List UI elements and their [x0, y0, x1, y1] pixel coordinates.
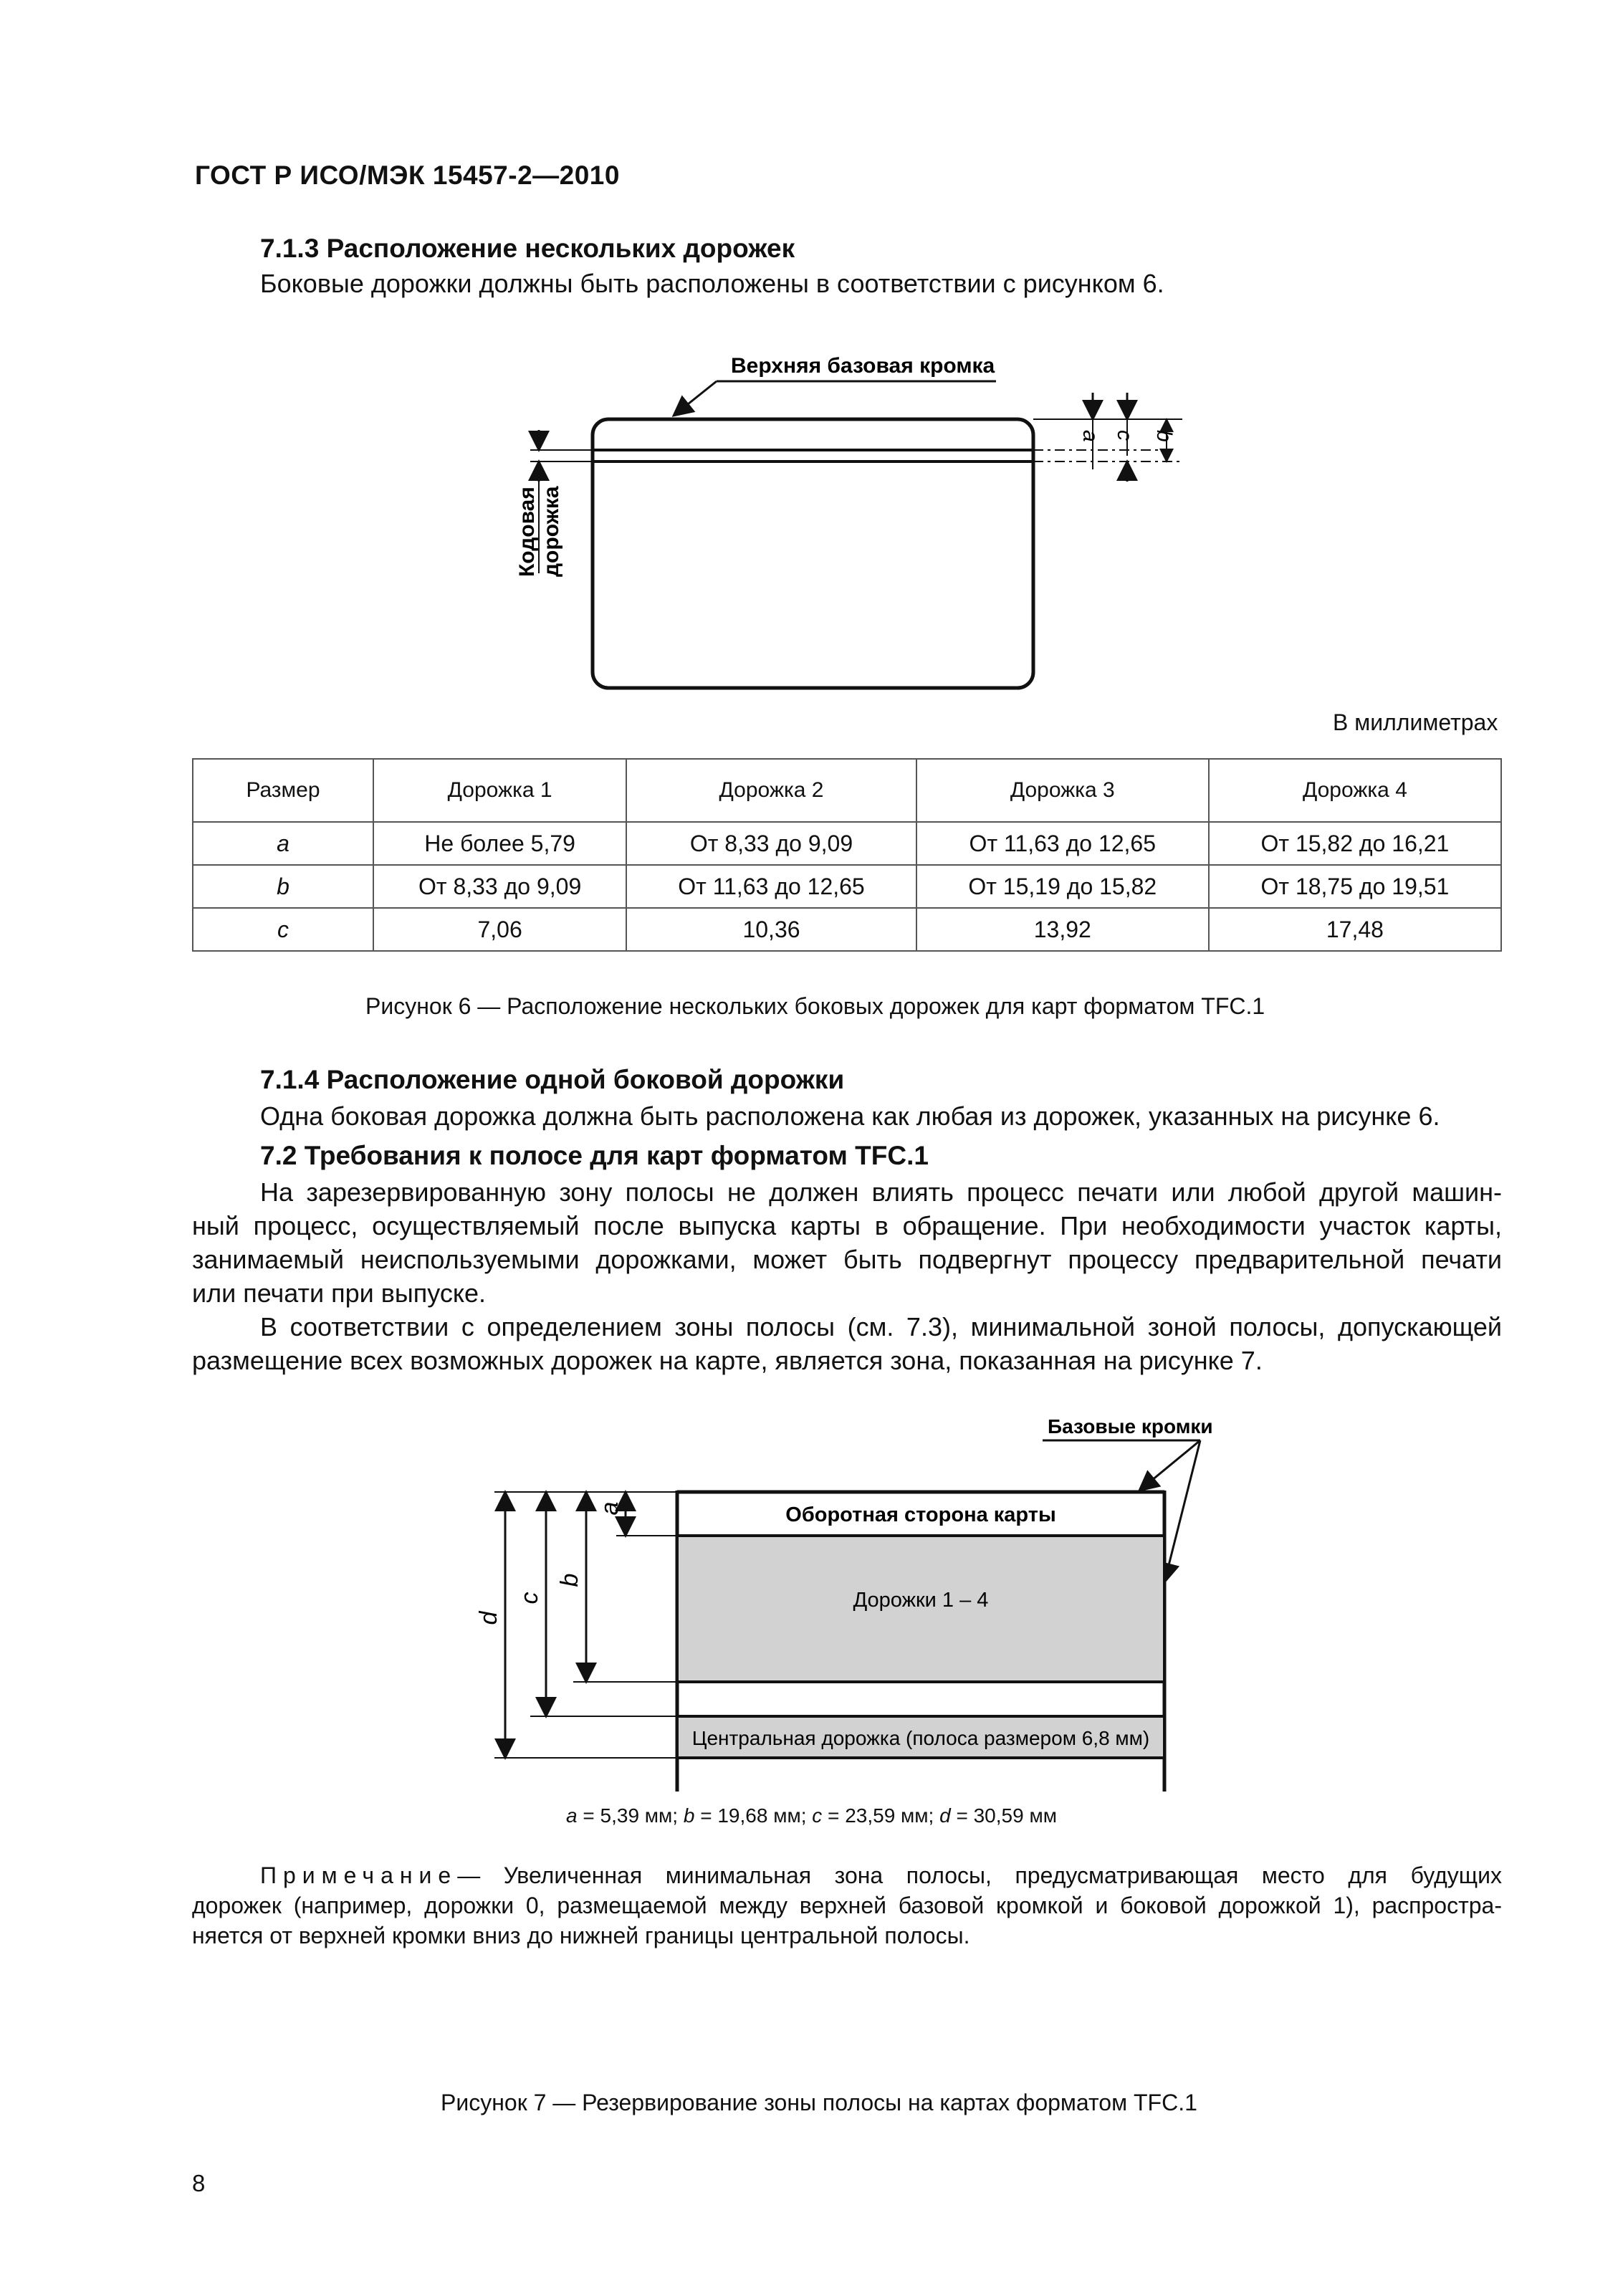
units-note: В миллиметрах — [1333, 709, 1498, 735]
table-cell: c — [193, 908, 373, 951]
table-cell: От 11,63 до 12,65 — [626, 865, 916, 908]
dimensions-table — [192, 758, 1502, 952]
table-row — [193, 865, 1501, 908]
value-text: = 23,59 мм; — [822, 1804, 940, 1827]
paragraph-line: В соответствии с определением зоны полосы (см. 7.3), минимальной зоной полосы, допускающей — [260, 1312, 1502, 1341]
value-var: d — [939, 1804, 951, 1827]
paragraph-line: ный процесс, осуществляемый после выпуска карты в обращение. При необходимости участок карты, — [192, 1211, 1502, 1240]
value-var: b — [683, 1804, 695, 1827]
fig7-edges-label: Базовые кромки — [1048, 1415, 1213, 1438]
section-7-2-paragraph-1 — [192, 1175, 1502, 1310]
table-cell: 7,06 — [373, 908, 626, 951]
top-edge-label: Верхняя базовая кромка — [731, 354, 995, 378]
table-header-row — [193, 759, 1501, 822]
table-cell: 13,92 — [916, 908, 1209, 951]
card-outline — [593, 419, 1033, 688]
fig7-dim-b: b — [556, 1573, 583, 1587]
center-track-label: Центральная дорожка (полоса размером 6,8 мм) — [691, 1727, 1150, 1749]
table-cell: a — [193, 822, 373, 865]
fig7-dim-c: c — [516, 1592, 543, 1604]
code-track-label-1: Кодовая — [515, 487, 539, 577]
section-7-1-3-title: 7.1.3 Расположение нескольких дорожек — [260, 234, 795, 263]
figure-7-values — [0, 1804, 1623, 1827]
table-cell: От 8,33 до 9,09 — [626, 822, 916, 865]
table-cell: 10,36 — [626, 908, 916, 951]
paragraph-line: занимаемый неиспользуемыми дорожками, может быть подвергнут процессу предварительной печати — [192, 1245, 1502, 1274]
figure-7-note — [192, 1860, 1502, 1951]
table-cell: От 15,82 до 16,21 — [1209, 822, 1501, 865]
section-7-1-4-text: Одна боковая дорожка должна быть расположена как любая из дорожек, указанных на рисунке 6. — [260, 1101, 1440, 1131]
note-label: Примечание — [260, 1862, 458, 1888]
note-line: дорожек (например, дорожки 0, размещаемой между верхней базовой кромкой и боковой дорожкой 1), распростра- — [192, 1893, 1502, 1918]
section-7-1-4-title: 7.1.4 Расположение одной боковой дорожки — [260, 1065, 845, 1094]
note-line: няется от верхней кромки вниз до нижней границы центральной полосы. — [192, 1923, 970, 1948]
note-line: Примечание— Увеличенная минимальная зона полосы, предусматривающая место для будущих — [260, 1862, 1502, 1888]
figure-6-diagram — [0, 0, 1623, 745]
table-header-cell: Дорожка 1 — [373, 759, 626, 822]
value-text: = 5,39 мм; — [577, 1804, 684, 1827]
fig7-dim-d: d — [475, 1611, 502, 1625]
section-7-2-title: 7.2 Требования к полосе для карт форматом TFC.1 — [260, 1141, 929, 1170]
table-header-cell: Размер — [193, 759, 373, 822]
value-var: c — [812, 1804, 823, 1827]
page-number: 8 — [192, 2170, 206, 2196]
value-text: = 30,59 мм — [950, 1804, 1057, 1827]
paragraph-line: На зарезервированную зону полосы не должен влиять процесс печати или любой другой машин- — [260, 1177, 1502, 1207]
paragraph-line: размещение всех возможных дорожек на карте, является зона, показанная на рисунке 7. — [192, 1346, 1263, 1375]
value-var: a — [566, 1804, 578, 1827]
document-header: ГОСТ Р ИСО/МЭК 15457-2—2010 — [195, 161, 620, 190]
fig6-dim-a: a — [1078, 430, 1102, 442]
figure-6-caption: Рисунок 6 — Расположение нескольких боковых дорожек для карт форматом TFC.1 — [365, 993, 1265, 1019]
value-text: = 19,68 мм; — [694, 1804, 813, 1827]
back-side-label: Оборотная сторона карты — [785, 1503, 1056, 1526]
table-cell: b — [193, 865, 373, 908]
fig7-dim-a: a — [596, 1501, 623, 1516]
paragraph-line: или печати при выпуске. — [192, 1278, 487, 1308]
table-cell: От 18,75 до 19,51 — [1209, 865, 1501, 908]
section-7-2-paragraph-2 — [192, 1310, 1502, 1377]
section-7-1-3-text: Боковые дорожки должны быть расположены в соответствии с рисунком 6. — [260, 269, 1164, 298]
table-row — [193, 822, 1501, 865]
table-header-cell: Дорожка 2 — [626, 759, 916, 822]
table-header-cell: Дорожка 4 — [1209, 759, 1501, 822]
table-cell: От 8,33 до 9,09 — [373, 865, 626, 908]
fig6-dim-b: b — [1152, 430, 1176, 442]
table-cell: От 11,63 до 12,65 — [916, 822, 1209, 865]
table-cell: От 15,19 до 15,82 — [916, 865, 1209, 908]
table-cell: 17,48 — [1209, 908, 1501, 951]
table-header-cell: Дорожка 3 — [916, 759, 1209, 822]
table-cell: Не более 5,79 — [373, 822, 626, 865]
code-track-label-2: дорожка — [540, 486, 563, 577]
table-row — [193, 908, 1501, 951]
figure-7-diagram — [0, 1390, 1623, 1835]
tracks-label: Дорожки 1 – 4 — [853, 1589, 989, 1612]
fig6-dim-c: c — [1113, 430, 1136, 441]
figure-7-caption: Рисунок 7 — Резервирование зоны полосы на картах форматом TFC.1 — [441, 2090, 1197, 2115]
